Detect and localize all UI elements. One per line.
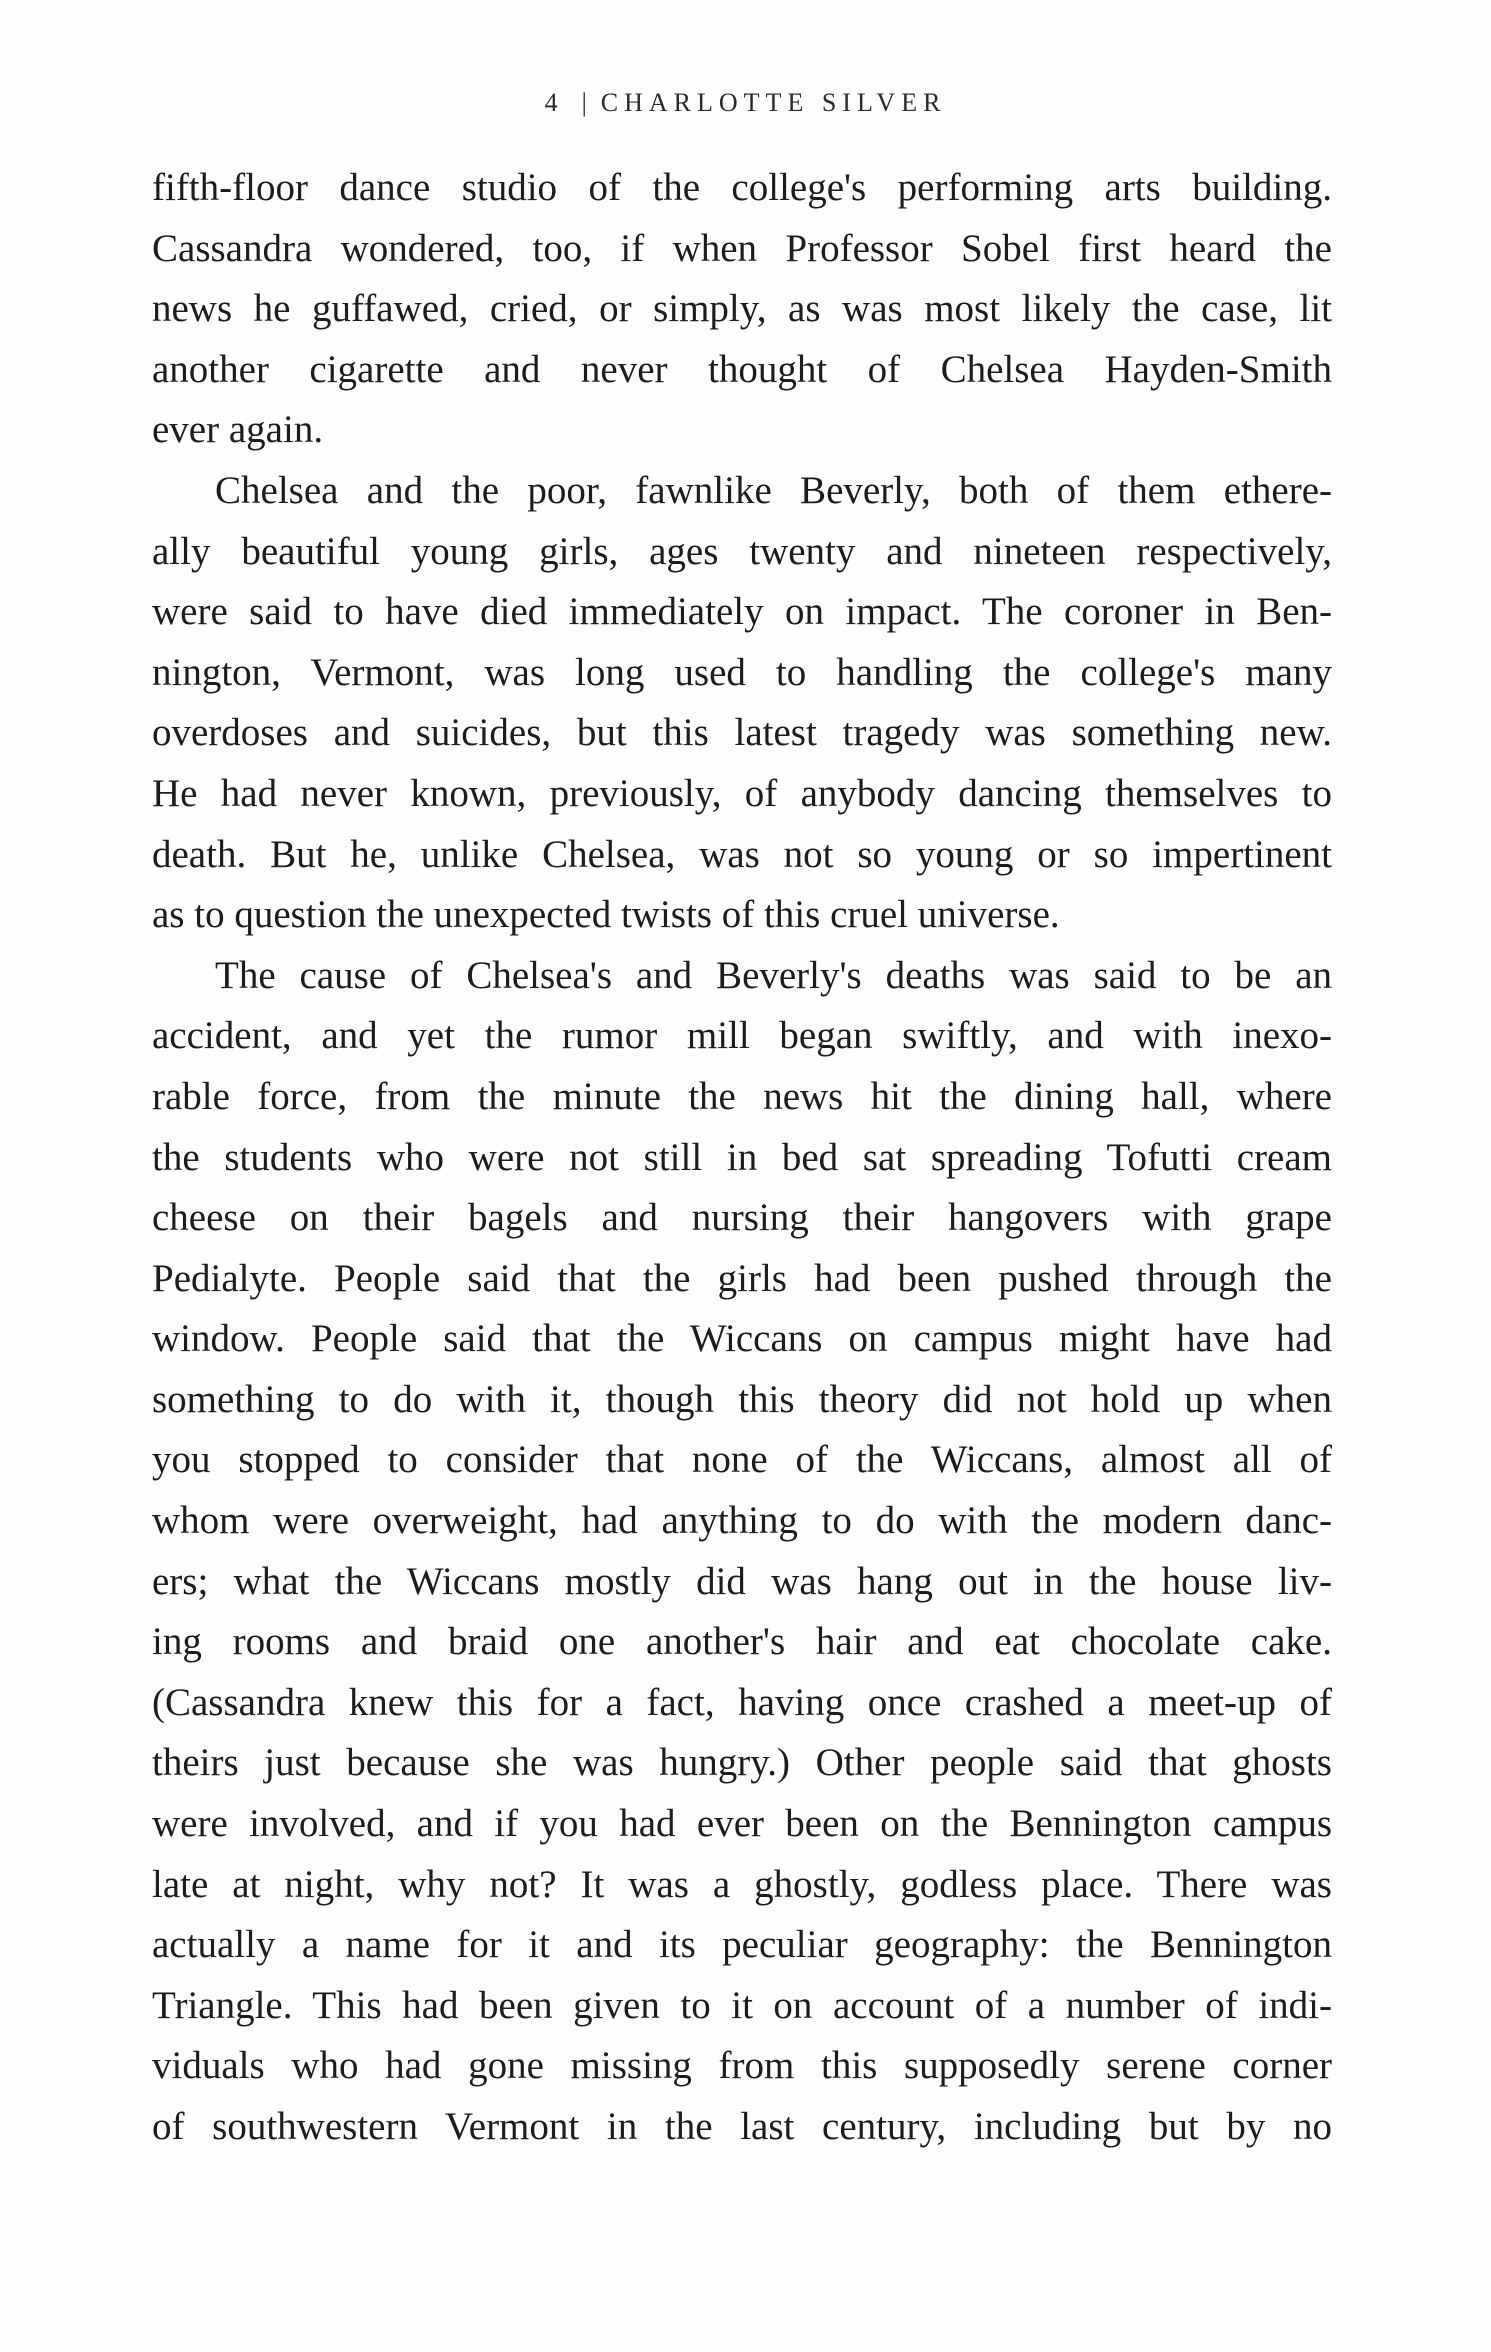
- text-line: He had never known, previously, of anybody dancing themselves to: [152, 771, 1332, 815]
- text-line: (Cassandra knew this for a fact, having once crashed a meet-up of: [152, 1680, 1332, 1724]
- text-line: theirs just because she was hungry.) Other people said that ghosts: [152, 1741, 1332, 1785]
- text-line: news he guffawed, cried, or simply, as was most likely the case, lit: [152, 287, 1332, 331]
- text-line: whom were overweight, had anything to do with the modern danc-: [152, 1499, 1332, 1543]
- text-line: Pedialyte. People said that the girls had been pushed through the: [152, 1256, 1332, 1300]
- author-name: CHARLOTTE SILVER: [600, 88, 947, 117]
- text-line: were involved, and if you had ever been on the Bennington campus: [152, 1802, 1332, 1846]
- text-line: accident, and yet the rumor mill began swiftly, and with inexo-: [152, 1014, 1332, 1058]
- text-line: cheese on their bagels and nursing their hangovers with grape: [152, 1196, 1332, 1240]
- text-line: ers; what the Wiccans mostly did was hang out in the house liv-: [152, 1559, 1332, 1603]
- text-line: something to do with it, though this theory did not hold up when: [152, 1377, 1332, 1421]
- text-line: rable force, from the minute the news hit the dining hall, where: [152, 1074, 1332, 1118]
- text-line: The cause of Chelsea's and Beverly's deaths was said to be an: [215, 953, 1332, 997]
- text-line: Chelsea and the poor, fawnlike Beverly, both of them ethere-: [215, 468, 1332, 512]
- text-line: of southwestern Vermont in the last century, including but by no: [152, 2105, 1332, 2148]
- text-line: actually a name for it and its peculiar geography: the Bennington: [152, 1923, 1332, 1967]
- text-line: viduals who had gone missing from this supposedly serene corner: [152, 2044, 1332, 2088]
- text-line: the students who were not still in bed sat spreading Tofutti cream: [152, 1135, 1332, 1179]
- text-line: nington, Vermont, was long used to handling the college's many: [152, 650, 1332, 694]
- page-number: 4: [544, 88, 564, 117]
- text-line: as to question the unexpected twists of this cruel universe.: [152, 893, 1060, 937]
- text-line: Cassandra wondered, too, if when Professor Sobel first heard the: [152, 226, 1332, 270]
- text-line: window. People said that the Wiccans on campus might have had: [152, 1317, 1332, 1361]
- text-line: death. But he, unlike Chelsea, was not so young or so impertinent: [152, 832, 1332, 876]
- text-line: you stopped to consider that none of the Wiccans, almost all of: [152, 1438, 1332, 1482]
- header-separator: |: [581, 88, 587, 117]
- text-line: late at night, why not? It was a ghostly, godless place. There was: [152, 1862, 1332, 1906]
- text-line: another cigarette and never thought of Chelsea Hayden-Smith: [152, 347, 1332, 391]
- text-line: ally beautiful young girls, ages twenty and nineteen respectively,: [152, 529, 1332, 573]
- text-line: ing rooms and braid one another's hair and eat chocolate cake.: [152, 1620, 1332, 1664]
- text-line: Triangle. This had been given to it on account of a number of indi-: [152, 1983, 1332, 2027]
- text-line: fifth-floor dance studio of the college's performing arts building.: [152, 166, 1332, 209]
- text-line: were said to have died immediately on impact. The coroner in Ben-: [152, 590, 1332, 634]
- body-text: [152, 158, 1332, 2158]
- running-head: [0, 88, 1491, 118]
- text-line: ever again.: [152, 408, 324, 452]
- text-line: overdoses and suicides, but this latest tragedy was something new.: [152, 711, 1332, 755]
